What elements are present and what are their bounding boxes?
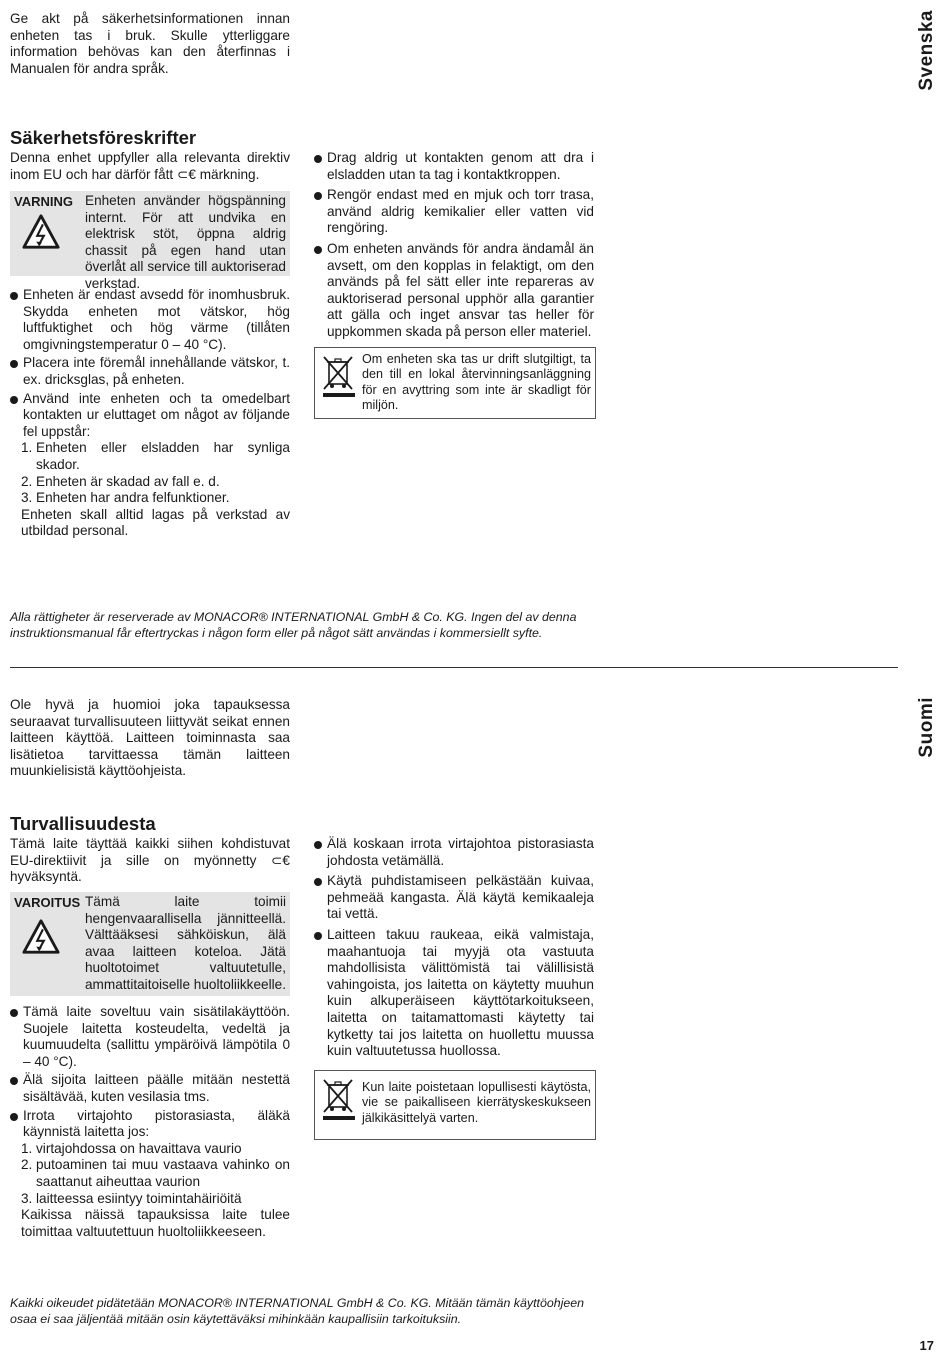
warning-text: Enheten använder högspänning internt. För att undvika en elektrisk stöt, öppna aldrig chassit på egen hand utan överlåt all service till auktoriserad verkstad. <box>85 193 286 291</box>
bullet-icon <box>10 1009 18 1017</box>
numbered-item: 1. virtajohdossa on havaittava vaurio <box>21 1140 242 1156</box>
bullet-icon <box>314 841 322 849</box>
crossed-out-bin-icon <box>321 1077 357 1121</box>
svenska-right-bullets <box>314 150 594 341</box>
list-item: Käytä puhdistamiseen pelkästään kuivaa, pehmeää kangasta. Älä käytä kemikaaleja tai vettä. <box>314 873 594 923</box>
suomi-footer: Kaikki oikeudet pidätetään MONACOR® INTERNATIONAL GmbH & Co. KG. Mitään tämän käyttöohjeen osaa ei saa jäljentää mitään osin käytettäväksi mihinkään kaupallisiin tarkoituksiin. <box>10 1296 585 1326</box>
list-item: Laitteen takuu raukeaa, eikä valmistaja, maahantuoja tai myyjä ota vastuuta mahdollisista välittömistä tai välillisistä vahingoista, jos laitetta on käytetty muuhun kuin alkuperäiseen käyttötarkoitukseen, laitetta on taitamattomasti käytetty tai kytketty tai jos laitetta on huollettu muussa kuin valtuutetussa huollossa. <box>314 927 594 1060</box>
bullet-icon <box>314 932 322 940</box>
side-tab-suomi: Suomi <box>916 697 938 758</box>
numbered-list <box>21 440 290 506</box>
warning-text: Tämä laite toimii hengenvaarallisella jännitteellä. Välttääksesi sähköiskun, älä avaa laitteen koteloa. Jätä huoltotoimet valtuutetulle, ammattitaitoiselle huoltoliikkeelle. <box>85 894 286 992</box>
warning-label: VAROITUS <box>14 895 81 910</box>
suomi-left-bullets <box>10 1004 290 1240</box>
crossed-out-bin-icon <box>321 354 357 398</box>
numbered-list <box>21 1141 290 1207</box>
suomi-right-bullets <box>314 836 594 1060</box>
list-item: Rengör endast med en mjuk och torr trasa, använd aldrig kemikalier eller vatten vid rengöring. <box>314 187 594 237</box>
bullet-icon <box>314 246 322 254</box>
suomi-warning-box <box>10 892 290 996</box>
disposal-text: Om enheten ska tas ur drift slutgiltigt, ta den till en lokal återvinningsanläggning för en avyttring som inte är skadligt för miljön. <box>362 352 591 412</box>
bullet-icon <box>10 292 18 300</box>
high-voltage-warning-icon <box>22 213 60 251</box>
high-voltage-warning-icon <box>22 918 60 956</box>
list-item: Enheten är endast avsedd för inomhusbruk. Skydda enheten mot vätskor, hög luftfuktighet och hög värme (tillåten omgivningstemperatur 0 – 40 °C). <box>10 287 290 353</box>
list-item: Älä sijoita laitteen päälle mitään nestettä sisältävää, kuten vesilasia tms. <box>10 1072 290 1105</box>
bullet-icon <box>10 360 18 368</box>
svenska-footer: Alla rättigheter är reserverade av MONACOR® INTERNATIONAL GmbH & Co. KG. Ingen del av denna instruktionsmanual får eftertryckas i någon form eller på något sätt användas i kommersiellt syfte. <box>10 610 577 640</box>
warning-label: VARNING <box>14 194 73 209</box>
list-item: Om enheten används för andra ändamål än avsett, om den kopplas in felaktigt, om den används på fel sätt eller inte repareras av auktoriserad personal upphör alla garantier att gälla och inget ansvar tas heller för uppkommen skada på person eller materiel. <box>314 241 594 341</box>
numbered-item: 3. Enheten har andra felfunktioner. <box>21 490 230 506</box>
suomi-ce-text: Tämä laite täyttää kaikki siihen kohdistuvat EU-direktiivit ja sille on myönnetty ⊂€ hyväksyntä. <box>10 836 290 885</box>
numbered-item: 3. laitteessa esiintyy toimintahäiriöitä <box>21 1190 242 1206</box>
svenska-disposal-box <box>314 347 596 419</box>
disposal-text: Kun laite poistetaan lopullisesti käytösta, vie se paikalliseen kierrätyskeskukseen jälkikäsittelyä varten. <box>362 1080 591 1125</box>
suomi-heading: Turvallisuudesta <box>10 813 156 834</box>
numbered-item: 2. Enheten är skadad av fall e. d. <box>21 473 220 489</box>
page-number: 17 <box>919 1338 934 1353</box>
numbered-item: 1. Enheten eller elsladden har synliga skador. <box>21 440 290 472</box>
list-item: Irrota virtajohto pistorasiasta, äläkä käynnistä laitetta jos: 1. virtajohdossa on havaittava vaurio 2. putoaminen tai muu vastaava vahinko on saattanut aiheuttaa vaurion 3. laitteessa esiintyy toimintahäiriöitä Kaikissa näissä tapauksissa laite tulee toimittaa valtuutettuun huoltoliikkeeseen. <box>10 1108 290 1241</box>
bullet-icon <box>10 1077 18 1085</box>
bullet-icon <box>10 1113 18 1121</box>
bullet-icon <box>314 155 322 163</box>
suomi-disposal-box <box>314 1070 596 1140</box>
svenska-warning-box <box>10 191 290 291</box>
svenska-heading: Säkerhetsföreskrifter <box>10 127 197 148</box>
list-item: Drag aldrig ut kontakten genom att dra i elsladden utan ta tag i kontaktkroppen. <box>314 150 594 183</box>
side-tab-svenska: Svenska <box>916 10 938 91</box>
after-list-text: Kaikissa näissä tapauksissa laite tulee toimittaa valtuutettuun huoltoliikkeeseen. <box>21 1207 290 1239</box>
numbered-item: 2. putoaminen tai muu vastaava vahinko on saattanut aiheuttaa vaurion <box>21 1157 290 1189</box>
bullet-icon <box>314 192 322 200</box>
list-item: Använd inte enheten och ta omedelbart kontakten ur eluttaget om något av följande fel uppstår: 1. Enheten eller elsladden har synliga skador. 2. Enheten är skadad av fall e. d. 3. Enheten har andra felfunktioner. Enheten skall alltid lagas på verkstad av utbildad personal. <box>10 391 290 540</box>
svenska-intro: Ge akt på säkerhetsinformationen innan enheten tas i bruk. Skulle ytterliggare information behövas kan den återfinnas i Manualen för andra språk. <box>10 11 290 76</box>
list-item: Älä koskaan irrota virtajohtoa pistorasiasta johdosta vetämällä. <box>314 836 594 869</box>
svenska-ce-text: Denna enhet uppfyller alla relevanta direktiv inom EU och har därför fått ⊂€ märkning. <box>10 150 290 182</box>
bullet-icon <box>314 878 322 886</box>
suomi-intro: Ole hyvä ja huomioi joka tapauksessa seuraavat turvallisuuteen liittyvät seikat ennen laitteen käyttöä. Laitteen toiminnasta saa lisätietoa tarvittaessa tämän laitteen muunkielisistä käyttöohjeista. <box>10 697 290 779</box>
after-list-text: Enheten skall alltid lagas på verkstad av utbildad personal. <box>21 506 290 539</box>
section-divider <box>10 667 898 668</box>
bullet-icon <box>10 396 18 404</box>
svenska-left-bullets <box>10 287 290 540</box>
list-item: Placera inte föremål innehållande vätskor, t. ex. dricksglas, på enheten. <box>10 355 290 388</box>
list-item: Tämä laite soveltuu vain sisätilakäyttöön. Suojele laitetta kosteudelta, vedeltä ja kuumuudelta (sallittu ympäröivä lämpötila 0 – 40 °C). <box>10 1004 290 1070</box>
